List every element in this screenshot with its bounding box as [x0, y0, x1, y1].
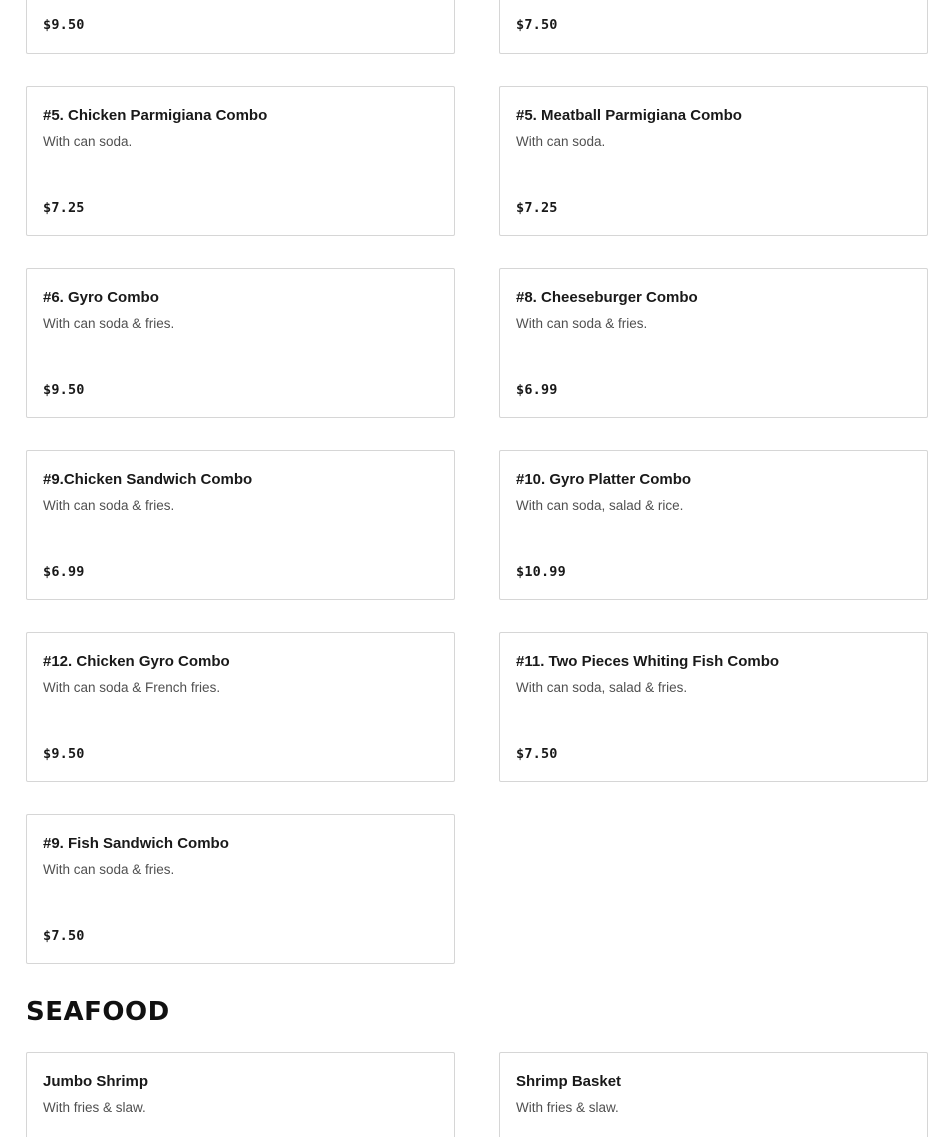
- menu-item-card[interactable]: [499, 268, 928, 418]
- item-name: Shrimp Basket: [516, 1073, 622, 1090]
- item-description: With can soda.: [516, 134, 606, 149]
- item-name: Jumbo Shrimp: [43, 1073, 149, 1090]
- item-description: With fries & slaw.: [516, 1100, 619, 1115]
- item-price: $9.50: [43, 382, 85, 398]
- item-name: #5. Meatball Parmigiana Combo: [516, 107, 742, 124]
- item-description: With can soda.: [43, 134, 133, 149]
- item-price: $10.99: [516, 564, 566, 580]
- item-description: With can soda & fries.: [516, 316, 648, 331]
- item-name: #12. Chicken Gyro Combo: [43, 653, 230, 670]
- menu-item-card[interactable]: [26, 0, 455, 54]
- item-name: #8. Cheeseburger Combo: [516, 289, 698, 306]
- item-price: $7.25: [516, 200, 558, 216]
- item-price: $7.50: [43, 928, 85, 944]
- item-price: $7.25: [43, 200, 85, 216]
- menu-item-card[interactable]: [26, 450, 455, 600]
- item-price: $9.50: [43, 746, 85, 762]
- menu-item-card[interactable]: [26, 1052, 455, 1137]
- menu-item-card[interactable]: [499, 450, 928, 600]
- item-price: $7.50: [516, 746, 558, 762]
- item-price: $7.50: [516, 17, 558, 33]
- item-name: #10. Gyro Platter Combo: [516, 471, 692, 488]
- item-description: With can soda, salad & rice.: [516, 498, 684, 513]
- item-name: #11. Two Pieces Whiting Fish Combo: [516, 653, 780, 670]
- item-name: #5. Chicken Parmigiana Combo: [43, 107, 268, 124]
- menu-item-card[interactable]: [499, 632, 928, 782]
- item-description: With can soda & fries.: [43, 316, 175, 331]
- menu-item-card[interactable]: [26, 632, 455, 782]
- menu-item-card[interactable]: [499, 1052, 928, 1137]
- item-description: With can soda, salad & fries.: [516, 680, 688, 695]
- item-name: #6. Gyro Combo: [43, 289, 159, 306]
- menu-item-card[interactable]: [26, 268, 455, 418]
- section-heading-seafood: SEAFOOD: [26, 997, 170, 1027]
- menu-item-card[interactable]: [499, 0, 928, 54]
- menu-item-card[interactable]: [26, 86, 455, 236]
- item-name: #9.Chicken Sandwich Combo: [43, 471, 253, 488]
- item-name: #9. Fish Sandwich Combo: [43, 835, 229, 852]
- item-description: With can soda & fries.: [43, 498, 175, 513]
- item-description: With can soda & fries.: [43, 862, 175, 877]
- item-price: $6.99: [43, 564, 85, 580]
- menu-item-card[interactable]: [26, 814, 455, 964]
- item-description: With fries & slaw.: [43, 1100, 146, 1115]
- menu-item-card[interactable]: [499, 86, 928, 236]
- item-price: $6.99: [516, 382, 558, 398]
- item-price: $9.50: [43, 17, 85, 33]
- item-description: With can soda & French fries.: [43, 680, 221, 695]
